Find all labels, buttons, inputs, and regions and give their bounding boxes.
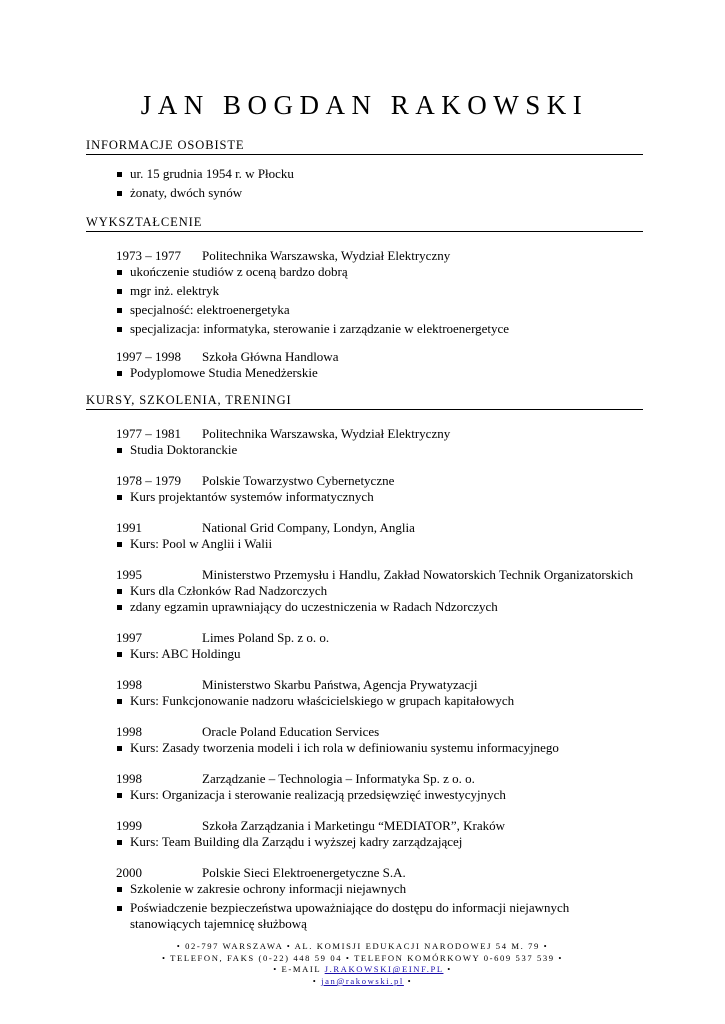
- entry-years: 1991: [116, 520, 142, 535]
- entry-years: 1978 – 1979: [116, 473, 181, 488]
- section-education: [86, 248, 643, 381]
- entry-years: 1998: [116, 677, 142, 692]
- section-courses: [86, 426, 643, 932]
- list-item: żonaty, dwóch synów: [116, 185, 643, 201]
- entry-institution: National Grid Company, Londyn, Anglia: [202, 520, 415, 535]
- entry-institution: Zarządzanie – Technologia – Informatyka Sp. z o. o.: [202, 771, 475, 786]
- entry-years: 1997 – 1998: [116, 349, 181, 364]
- entry-list: [116, 787, 643, 803]
- entry-institution: Ministerstwo Skarbu Państwa, Agencja Prywatyzacji: [202, 677, 478, 692]
- list-item: Kurs: Team Building dla Zarządu i wyższej kadry zarządzającej: [116, 834, 643, 850]
- entry-institution: Szkoła Główna Handlowa: [202, 349, 339, 364]
- list-item: Studia Doktoranckie: [116, 442, 643, 458]
- entry-list: [116, 646, 643, 662]
- footer-email-line: [0, 964, 725, 976]
- contact-footer: [0, 941, 725, 987]
- course-entry: [116, 567, 643, 615]
- list-item: Kurs: Organizacja i sterowanie realizacją przedsięwzięć inwestycyjnych: [116, 787, 643, 803]
- entry-institution: Oracle Poland Education Services: [202, 724, 380, 739]
- course-entry: [116, 818, 643, 850]
- footer-bullet: •: [447, 964, 452, 975]
- footer-address: • 02-797 WARSZAWA • AL. KOMISJI EDUKACJI NARODOWEJ 54 M. 79 •: [176, 941, 549, 951]
- email-link-secondary[interactable]: jan@rakowski.pl: [321, 975, 404, 986]
- entry-list: [116, 489, 643, 505]
- list-item: Poświadczenie bezpieczeństwa upoważniające do dostępu do informacji niejawnych stanowiących tajemnicę służbową: [116, 900, 643, 932]
- entry-years: 1997: [116, 630, 142, 645]
- footer-bullet: •: [407, 975, 413, 986]
- entry-list: [116, 536, 643, 552]
- list-item: Kurs: Funkcjonowanie nadzoru właścicielskiego w grupach kapitałowych: [116, 693, 643, 709]
- entry-list: [116, 583, 643, 615]
- entry-years: 1995: [116, 567, 142, 582]
- education-entry: [116, 248, 643, 337]
- entry-institution: Polskie Towarzystwo Cybernetyczne: [202, 473, 395, 488]
- entry-list: [116, 365, 643, 381]
- list-item: ukończenie studiów z oceną bardzo dobrą: [116, 264, 643, 280]
- list-item: specjalność: elektroenergetyka: [116, 302, 643, 318]
- list-item: specjalizacja: informatyka, sterowanie i zarządzanie w elektroenergetyce: [116, 321, 643, 337]
- entry-years: 1973 – 1977: [116, 248, 181, 263]
- course-entry: [116, 771, 643, 803]
- entry-institution: Polskie Sieci Elektroenergetyczne S.A.: [202, 865, 406, 880]
- education-entry: [116, 349, 643, 381]
- list-item: Kurs: Zasady tworzenia modeli i ich rola w definiowaniu systemu informacyjnego: [116, 740, 643, 756]
- list-item: Szkolenie w zakresie ochrony informacji niejawnych: [116, 881, 643, 897]
- person-name: JAN BOGDAN RAKOWSKI: [140, 90, 589, 120]
- entry-list: [116, 693, 643, 709]
- entry-list: [116, 442, 643, 458]
- course-entry: [116, 630, 643, 662]
- personal-list: [116, 166, 643, 201]
- course-entry: [116, 865, 643, 932]
- course-entry: [116, 520, 643, 552]
- footer-phones: • TELEFON, FAKS (0-22) 448 59 04 • TELEFON KOMÓRKOWY 0-609 537 539 •: [161, 952, 564, 963]
- email-link-primary[interactable]: J.RAKOWSKI@EINF.PL: [324, 964, 444, 975]
- course-entry: [116, 426, 643, 458]
- list-item: Podyplomowe Studia Menedżerskie: [116, 365, 643, 381]
- entry-institution: Politechnika Warszawska, Wydział Elektryczny: [202, 426, 451, 441]
- entry-list: [116, 834, 643, 850]
- list-item: mgr inż. elektryk: [116, 283, 643, 299]
- list-item: Kurs dla Członków Rad Nadzorczych: [116, 583, 643, 599]
- list-item: ur. 15 grudnia 1954 r. w Płocku: [116, 166, 643, 182]
- entry-years: 1998: [116, 724, 142, 739]
- entry-years: 2000: [116, 865, 142, 880]
- entry-years: 1998: [116, 771, 142, 786]
- section-personal: [86, 166, 643, 201]
- entry-institution: Limes Poland Sp. z o. o.: [202, 630, 330, 645]
- section-heading-education: WYKSZTAŁCENIE: [86, 215, 643, 232]
- footer-bullet: •: [312, 975, 318, 986]
- course-entry: [116, 677, 643, 709]
- list-item: Kurs: Pool w Anglii i Walii: [116, 536, 643, 552]
- entry-list: [116, 881, 643, 932]
- section-heading-personal: INFORMACJE OSOBISTE: [86, 138, 643, 155]
- entry-institution: Szkoła Zarządzania i Marketingu “MEDIATOR”, Kraków: [202, 818, 505, 833]
- course-entry: [116, 724, 643, 756]
- footer-email-line-2: [0, 976, 725, 988]
- email-label: • E-MAIL: [273, 964, 321, 975]
- section-heading-courses: KURSY, SZKOLENIA, TRENINGI: [86, 393, 643, 410]
- list-item: Kurs: ABC Holdingu: [116, 646, 643, 662]
- entry-institution: Ministerstwo Przemysłu i Handlu, Zakład Nowatorskich Technik Organizatorskich: [202, 567, 634, 582]
- course-entry: [116, 473, 643, 505]
- entry-institution: Politechnika Warszawska, Wydział Elektryczny: [202, 248, 451, 263]
- entry-years: 1977 – 1981: [116, 426, 181, 441]
- entry-list: [116, 740, 643, 756]
- entry-years: 1999: [116, 818, 142, 833]
- list-item: zdany egzamin uprawniający do uczestniczenia w Radach Ndzorczych: [116, 599, 643, 615]
- list-item: Kurs projektantów systemów informatycznych: [116, 489, 643, 505]
- entry-list: [116, 264, 643, 337]
